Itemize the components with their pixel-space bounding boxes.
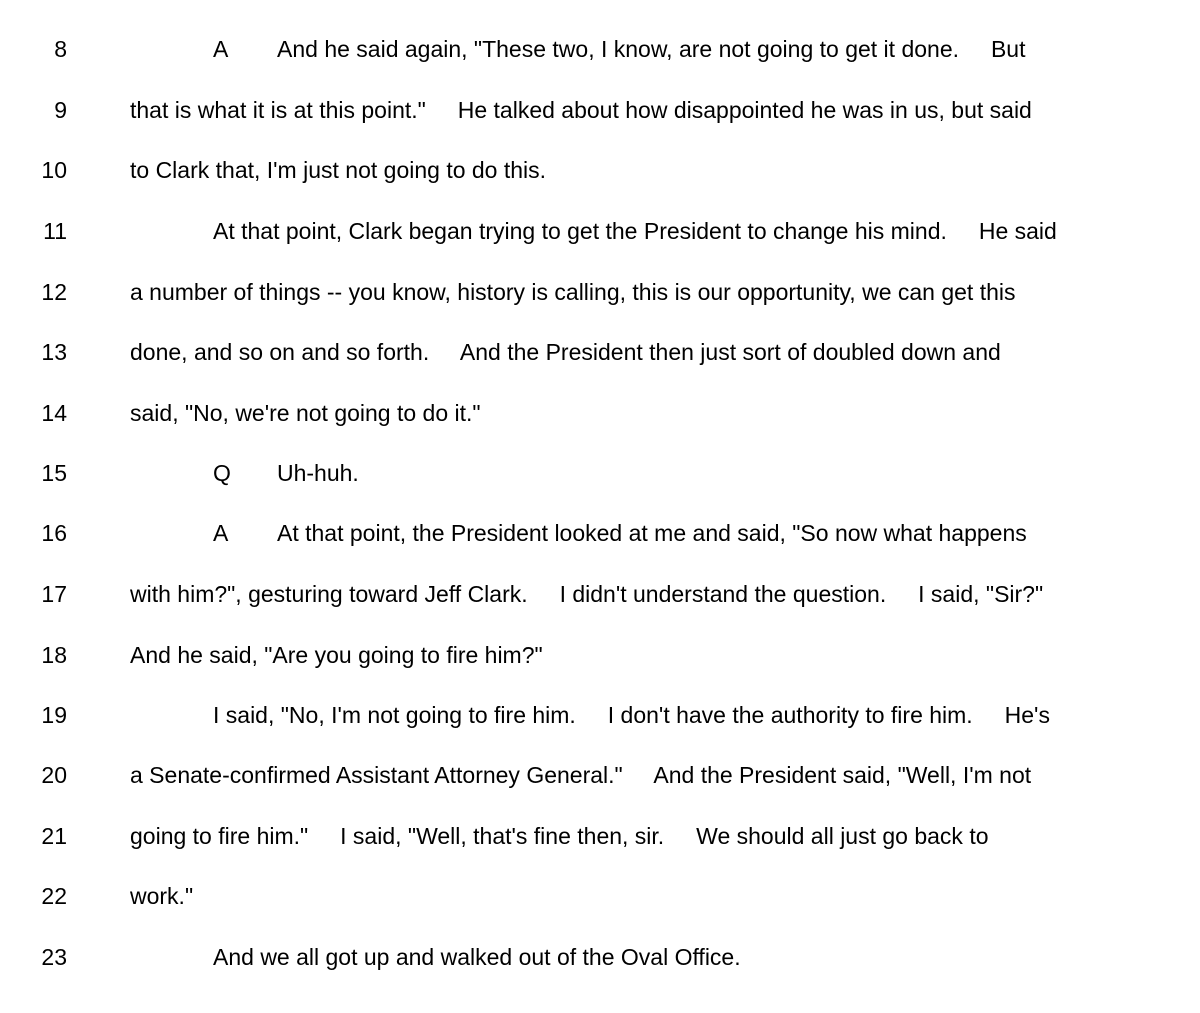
- transcript-line: [0, 700, 1200, 760]
- line-text: And he said, "Are you going to fire him?": [130, 642, 543, 668]
- line-number: 9: [54, 97, 67, 123]
- speaker-label: A: [213, 520, 229, 546]
- speaker-label: A: [213, 36, 229, 62]
- line-number: 10: [41, 157, 67, 183]
- line-number: 12: [41, 279, 67, 305]
- line-number: 22: [41, 883, 67, 909]
- transcript-line: [0, 881, 1200, 941]
- transcript-line: [0, 95, 1200, 155]
- transcript-line: [0, 518, 1200, 578]
- speaker-label: Q: [213, 460, 231, 486]
- line-text: Uh-huh.: [277, 460, 359, 486]
- transcript-line: [0, 337, 1200, 397]
- line-number: 20: [41, 762, 67, 788]
- line-text: going to fire him." I said, "Well, that's fine then, sir. We should all just go back to: [130, 823, 989, 849]
- line-text: done, and so on and so forth. And the President then just sort of doubled down and: [130, 339, 1001, 365]
- line-number: 18: [41, 642, 67, 668]
- line-text: At that point, Clark began trying to get the President to change his mind. He said: [213, 218, 1057, 244]
- transcript-line: [0, 579, 1200, 639]
- line-text: to Clark that, I'm just not going to do this.: [130, 157, 547, 183]
- line-text: And we all got up and walked out of the Oval Office.: [213, 944, 741, 970]
- line-number: 19: [41, 702, 67, 728]
- line-text: said, "No, we're not going to do it.": [130, 400, 481, 426]
- transcript-line: [0, 760, 1200, 820]
- line-text: that is what it is at this point." He talked about how disappointed he was in us, but said: [130, 97, 1032, 123]
- transcript-line: [0, 155, 1200, 215]
- line-text: I said, "No, I'm not going to fire him. I don't have the authority to fire him. He's: [213, 702, 1050, 728]
- line-number: 15: [41, 460, 67, 486]
- transcript-line: [0, 216, 1200, 276]
- line-number: 16: [41, 520, 67, 546]
- line-number: 14: [41, 400, 67, 426]
- line-text: a number of things -- you know, history is calling, this is our opportunity, we can get this: [130, 279, 1016, 305]
- transcript-line: [0, 277, 1200, 337]
- transcript-line: [0, 821, 1200, 881]
- transcript-line: [0, 942, 1200, 1002]
- transcript-line: [0, 640, 1200, 700]
- transcript-line: [0, 398, 1200, 458]
- line-number: 17: [41, 581, 67, 607]
- line-number: 11: [43, 218, 67, 244]
- line-number: 21: [41, 823, 67, 849]
- line-number: 23: [41, 944, 67, 970]
- line-text: work.": [130, 883, 194, 909]
- line-text: with him?", gesturing toward Jeff Clark. I didn't understand the question. I said, "Sir?": [130, 581, 1044, 607]
- line-text: At that point, the President looked at me and said, "So now what happens: [277, 520, 1027, 546]
- line-number: 13: [41, 339, 67, 365]
- line-text: a Senate-confirmed Assistant Attorney General." And the President said, "Well, I'm not: [130, 762, 1032, 788]
- transcript-line: [0, 34, 1200, 94]
- line-text: And he said again, "These two, I know, are not going to get it done. But: [277, 36, 1026, 62]
- line-number: 8: [54, 36, 67, 62]
- transcript-line: [0, 458, 1200, 518]
